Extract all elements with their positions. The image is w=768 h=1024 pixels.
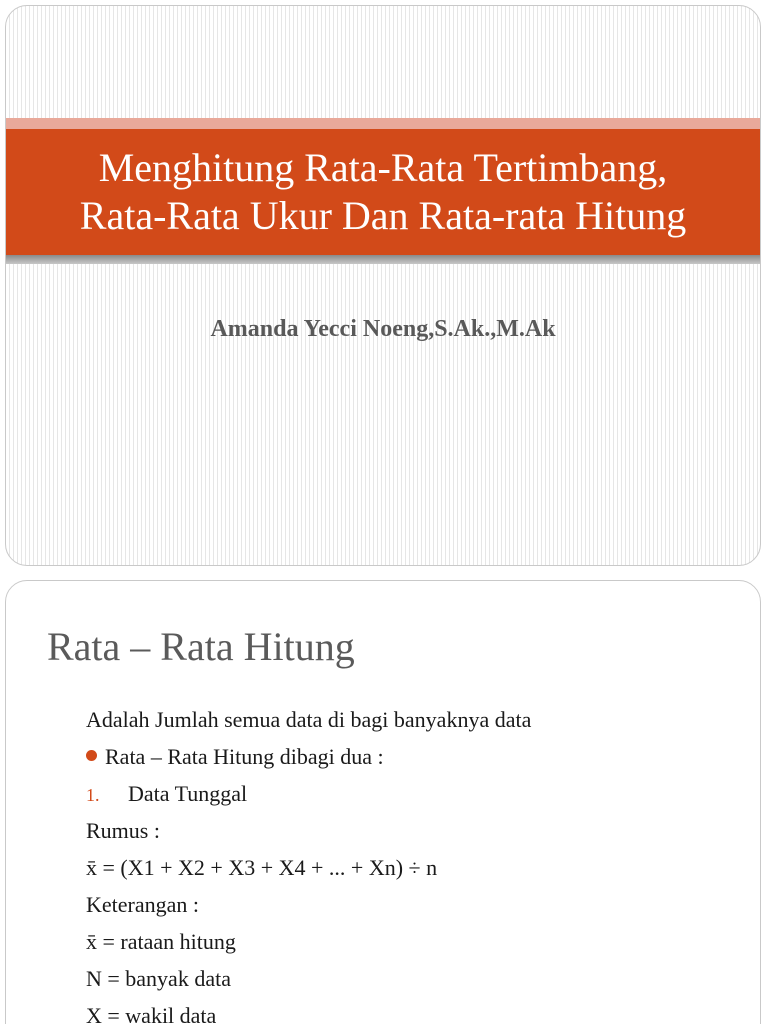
item-number: 1. bbox=[86, 785, 100, 805]
keterangan-label: Keterangan : bbox=[86, 892, 199, 917]
item-text: Data Tunggal bbox=[128, 781, 248, 806]
bullet-item bbox=[86, 738, 746, 775]
title-band-shadow bbox=[6, 255, 760, 264]
title-line-2: Rata-Rata Ukur Dan Rata-rata Hitung bbox=[79, 193, 687, 238]
definition-x: X = wakil data bbox=[86, 1003, 217, 1024]
content-slide bbox=[5, 580, 761, 1024]
definition-n: N = banyak data bbox=[86, 966, 231, 991]
title-band-highlight bbox=[6, 118, 760, 129]
rumus-label: Rumus : bbox=[86, 818, 160, 843]
slide-body bbox=[86, 701, 746, 1024]
title-slide bbox=[5, 5, 761, 566]
definition-text: Adalah Jumlah semua data di bagi banyaknya data bbox=[86, 707, 532, 732]
formula-text: x̄ = (X1 + X2 + X3 + X4 + ... + Xn) ÷ n bbox=[86, 855, 438, 880]
presentation-title bbox=[80, 144, 686, 240]
bullet-dot-icon bbox=[86, 750, 97, 761]
numbered-item bbox=[86, 775, 746, 812]
definition-mean: x̄ = rataan hitung bbox=[86, 929, 236, 954]
slide-title: Rata – Rata Hitung bbox=[47, 624, 355, 669]
bullet-text: Rata – Rata Hitung dibagi dua : bbox=[105, 744, 384, 769]
title-line-1: Menghitung Rata-Rata Tertimbang, bbox=[98, 145, 668, 190]
author-name: Amanda Yecci Noeng,S.Ak.,M.Ak bbox=[210, 316, 556, 342]
title-band bbox=[6, 129, 760, 255]
